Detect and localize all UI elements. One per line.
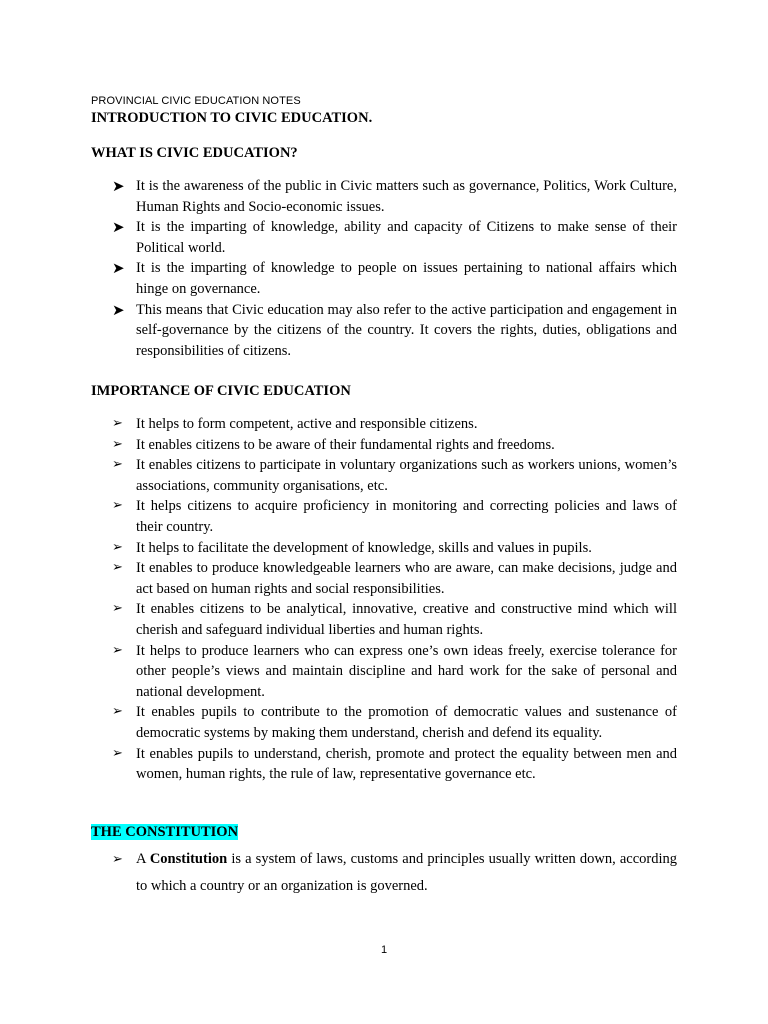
list-item: ➤ This means that Civic education may also refer to the active participation and engagement in self-governance by the citizens of the country. It covers the rights, duties, obligations and responsibilities of citizens. <box>112 300 677 359</box>
page-number: 1 <box>380 944 388 956</box>
title-text: INTRODUCTION TO CIVIC EDUCATION <box>91 110 369 126</box>
arrowhead-bullet-icon: ➢ <box>112 498 123 514</box>
list-item: ➢ It enables citizens to be aware of their fundamental rights and freedoms. <box>91 435 677 456</box>
list-item: ➢ It enables pupils to contribute to the promotion of democratic values and sustenance of democratic systems by making them understand, cherish and defend its equality. <box>112 704 677 741</box>
highlighted-heading-text: THE CONSTITUTION <box>91 824 239 840</box>
arrowhead-bullet-icon: ➤ <box>112 177 125 195</box>
title-suffix: . <box>368 110 373 126</box>
list-item: ➢ It helps to produce learners who can express one’s own ideas freely, exercise tolerance for other people’s views and maintain discipline and hard work for the sake of personal and national development. <box>112 642 677 700</box>
arrowhead-bullet-icon: ➢ <box>112 436 123 452</box>
arrowhead-bullet-icon: ➢ <box>112 745 123 761</box>
list-item: ➢ It enables pupils to understand, cherish, promote and protect the equality between men and women, human rights, the rule of law, representative governance etc. <box>112 745 677 783</box>
arrowhead-bullet-icon: ➢ <box>112 704 123 720</box>
document-title <box>91 110 372 127</box>
arrowhead-bullet-icon: ➢ <box>112 416 123 431</box>
arrowhead-bullet-icon: ➤ <box>112 300 125 319</box>
arrowhead-bullet-icon: ➢ <box>112 852 123 867</box>
list-item: ➢ It helps to facilitate the development of knowledge, skills and values in pupils. <box>91 538 677 559</box>
list-item: ➤ It is the imparting of knowledge to people on issues pertaining to national affairs which hinge on governance. <box>112 259 677 297</box>
what-is-list <box>91 176 677 361</box>
list-item: ➢ It helps to form competent, active and responsible citizens. <box>91 414 677 435</box>
list-item: ➤ It is the imparting of knowledge, ability and capacity of Citizens to make sense of their Political world. <box>112 218 677 256</box>
list-item: ➢ It enables to produce knowledgeable learners who are aware, can make decisions, judge and act based on human rights and social responsibilities. <box>112 560 677 597</box>
arrowhead-bullet-icon: ➢ <box>112 601 123 617</box>
list-item: ➤ It is the awareness of the public in Civic matters such as governance, Politics, Work Culture, Human Rights and Socio-economic issues. <box>112 177 677 215</box>
arrowhead-bullet-icon: ➢ <box>112 457 123 473</box>
list-item: ➢ It enables citizens to be analytical, innovative, creative and constructive mind which will cherish and safeguard individual liberties and human rights. <box>112 601 677 638</box>
section-heading-constitution <box>91 824 238 841</box>
section-heading-what-is: WHAT IS CIVIC EDUCATION? <box>91 145 298 161</box>
constitution-list <box>91 846 677 900</box>
list-item: ➢ A Constitution is a system of laws, customs and principles usually written down, according to which a country or an organization is governed. <box>91 846 677 900</box>
arrowhead-bullet-icon: ➢ <box>112 539 123 555</box>
arrowhead-bullet-icon: ➢ <box>112 642 123 658</box>
header-note: PROVINCIAL CIVIC EDUCATION NOTES <box>91 95 301 107</box>
importance-list <box>91 414 677 785</box>
constitution-term: Constitution <box>149 851 228 867</box>
arrowhead-bullet-icon: ➢ <box>112 560 123 576</box>
arrowhead-bullet-icon: ➤ <box>112 259 125 278</box>
list-item: ➢ It helps citizens to acquire proficiency in monitoring and correcting policies and laws of their country. <box>112 498 677 535</box>
section-heading-importance: IMPORTANCE OF CIVIC EDUCATION <box>91 383 351 399</box>
list-item: ➢ It enables citizens to participate in voluntary organizations such as workers unions, women’s associations, community organisations, etc. <box>112 457 677 494</box>
arrowhead-bullet-icon: ➤ <box>112 218 125 237</box>
